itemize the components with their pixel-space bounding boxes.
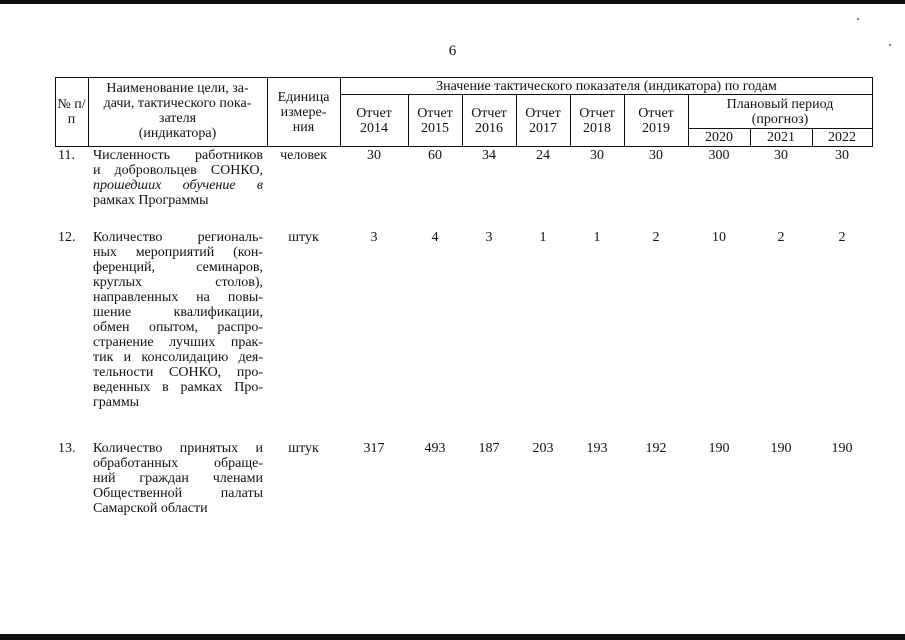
indicator-value: 2: [777, 230, 785, 245]
scan-speck: [857, 18, 859, 20]
indicator-name-line: Количество региональ-: [93, 230, 263, 245]
header-values-group: Значение тактического показателя (индикатора) по годам: [436, 79, 777, 94]
indicator-name-line: Общественной палаты: [93, 486, 263, 501]
header-name: Наименование цели, за- дачи, тактического пока- зателя (индикатора): [103, 81, 252, 141]
indicator-value: 4: [431, 230, 439, 245]
indicator-value: 493: [424, 441, 446, 456]
indicator-value: 190: [831, 441, 853, 456]
indicator-name-line: тельности СОНКО, про-: [93, 365, 263, 380]
header-unit: Единица измере- ния: [277, 90, 330, 135]
indicator-name-line: ференций, семинаров,: [93, 260, 263, 275]
indicator-name-line: обработанных обраще-: [93, 456, 263, 471]
indicator-name: [93, 441, 263, 516]
unit-of-measure: штук: [288, 441, 319, 456]
indicator-name-line: странение лучших прак-: [93, 335, 263, 350]
indicator-value: 30: [774, 148, 788, 163]
header-report-2017: Отчет 2017: [525, 106, 561, 136]
indicator-name-line: обмен опытом, распро-: [93, 320, 263, 335]
row-number: 11.: [58, 148, 75, 163]
indicator-name-line: прошедших обучение в: [93, 178, 263, 193]
indicator-value: 30: [835, 148, 849, 163]
indicator-name-line: рамках Программы: [93, 193, 209, 208]
indicator-name-line: круглых столов),: [93, 275, 263, 290]
indicator-value: 300: [708, 148, 730, 163]
indicator-value: 24: [536, 148, 550, 163]
indicator-name-line: граммы: [93, 395, 140, 410]
header-planned-2020: 2020: [705, 130, 733, 145]
indicator-value: 1: [593, 230, 601, 245]
indicator-value: 190: [708, 441, 730, 456]
indicator-value: 3: [485, 230, 493, 245]
indicator-name-line: направленных на повы-: [93, 290, 263, 305]
bottom-border: [0, 634, 905, 640]
indicator-name-line: Численность работников: [93, 148, 263, 163]
indicator-value: 2: [652, 230, 660, 245]
row-number: 13.: [58, 441, 76, 456]
indicator-value: 1: [539, 230, 547, 245]
indicator-name-line: веденных в рамках Про-: [93, 380, 263, 395]
indicator-name-line: ний граждан членами: [93, 471, 263, 486]
indicator-name: [93, 148, 263, 208]
unit-of-measure: штук: [288, 230, 319, 245]
indicator-name-line: и добровольцев СОНКО,: [93, 163, 263, 178]
indicator-value: 10: [712, 230, 726, 245]
indicator-value: 190: [770, 441, 792, 456]
indicator-value: 187: [478, 441, 500, 456]
header-report-2019: Отчет 2019: [638, 106, 674, 136]
header-planned-2022: 2022: [828, 130, 856, 145]
indicator-value: 203: [532, 441, 554, 456]
header-num: № п/п: [57, 97, 86, 127]
header-report-2014: Отчет 2014: [356, 106, 392, 136]
row-number: 12.: [58, 230, 76, 245]
indicator-name-line: тик и консолидацию дея-: [93, 350, 263, 365]
indicator-value: 193: [586, 441, 608, 456]
indicator-value: 30: [649, 148, 663, 163]
indicator-name-line: ных мероприятий (кон-: [93, 245, 263, 260]
indicator-value: 2: [838, 230, 846, 245]
indicator-value: 317: [363, 441, 385, 456]
indicator-value: 3: [370, 230, 378, 245]
unit-of-measure: человек: [280, 148, 327, 163]
indicator-name-line: Количество принятых и: [93, 441, 263, 456]
header-report-2018: Отчет 2018: [579, 106, 615, 136]
indicator-value: 30: [590, 148, 604, 163]
indicator-value: 192: [645, 441, 667, 456]
indicator-name-line: шение квалификации,: [93, 305, 263, 320]
header-report-2015: Отчет 2015: [417, 106, 453, 136]
indicator-value: 34: [482, 148, 496, 163]
indicator-name-line: Самарской области: [93, 501, 208, 516]
page-number: 6: [448, 43, 457, 59]
indicator-value: 30: [367, 148, 381, 163]
top-border: [0, 0, 905, 4]
indicator-name: [93, 230, 263, 410]
indicator-value: 60: [428, 148, 442, 163]
header-planned-2021: 2021: [767, 130, 795, 145]
header-report-2016: Отчет 2016: [471, 106, 507, 136]
header-planned-period: Плановый период (прогноз): [726, 97, 834, 127]
